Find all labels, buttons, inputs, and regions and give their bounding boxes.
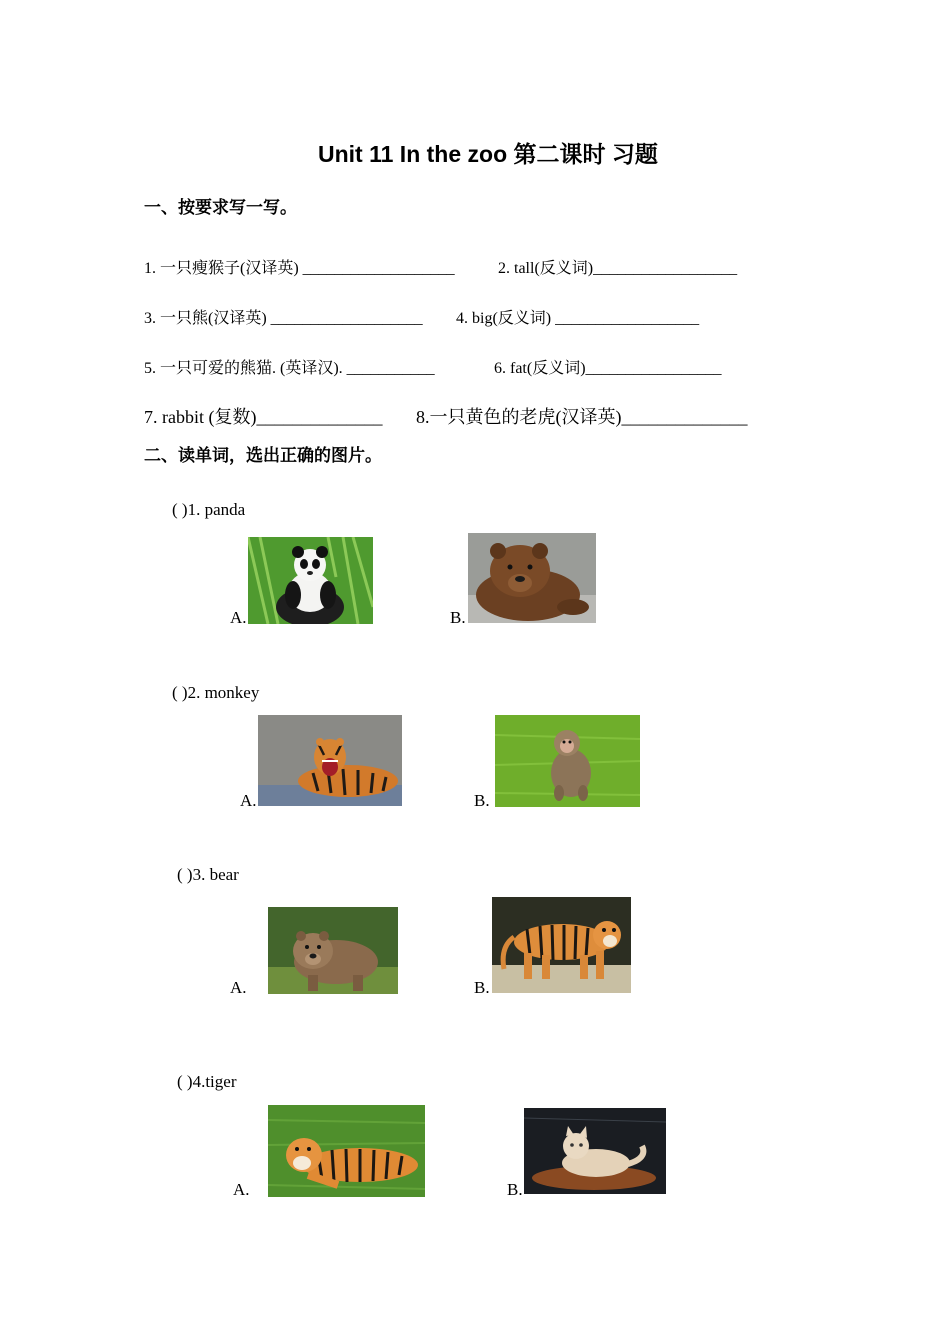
option-3b-label: B. bbox=[474, 978, 490, 997]
picture-question-1-label: ( )1. panda bbox=[172, 500, 246, 519]
option-3a-label: A. bbox=[230, 978, 247, 997]
grizzly-bear-image bbox=[268, 907, 398, 994]
option-4a-label: A. bbox=[233, 1180, 250, 1199]
question-8: 8.一只黄色的老虎(汉译英)______________ bbox=[416, 407, 748, 427]
question-1: 1. 一只瘦猴子(汉译英) ___________________ bbox=[144, 260, 455, 277]
question-4: 4. big(反义词) __________________ bbox=[456, 310, 700, 327]
brown-bear-image bbox=[468, 533, 596, 623]
question-7: 7. rabbit (复数)______________ bbox=[144, 407, 383, 427]
section-1-heading: 一、按要求写一写。 bbox=[144, 198, 297, 218]
option-4b-label: B. bbox=[507, 1180, 523, 1199]
question-5: 5. 一只可爱的熊猫. (英译汉). ___________ bbox=[144, 360, 435, 377]
monkey-image bbox=[495, 715, 640, 807]
panda-image bbox=[248, 537, 373, 624]
cat-image bbox=[524, 1108, 666, 1194]
option-2b-label: B. bbox=[474, 791, 490, 810]
option-1b-label: B. bbox=[450, 608, 466, 627]
tiger-standing-image bbox=[492, 897, 631, 993]
section-2-heading: 二、读单词，选出正确的图片。 bbox=[144, 446, 382, 466]
option-1a-label: A. bbox=[230, 608, 247, 627]
tiger-roaring-image bbox=[258, 715, 402, 806]
question-3: 3. 一只熊(汉译英) ___________________ bbox=[144, 310, 423, 327]
picture-question-3-label: ( )3. bear bbox=[177, 865, 239, 884]
page-title: Unit 11 In the zoo 第二课时 习题 bbox=[318, 141, 658, 167]
question-6: 6. fat(反义词)_________________ bbox=[494, 360, 722, 377]
option-2a-label: A. bbox=[240, 791, 257, 810]
picture-question-2-label: ( )2. monkey bbox=[172, 683, 260, 702]
picture-question-4-label: ( )4.tiger bbox=[177, 1072, 237, 1091]
question-2: 2. tall(反义词)__________________ bbox=[498, 260, 738, 277]
tiger-lying-image bbox=[268, 1105, 425, 1197]
